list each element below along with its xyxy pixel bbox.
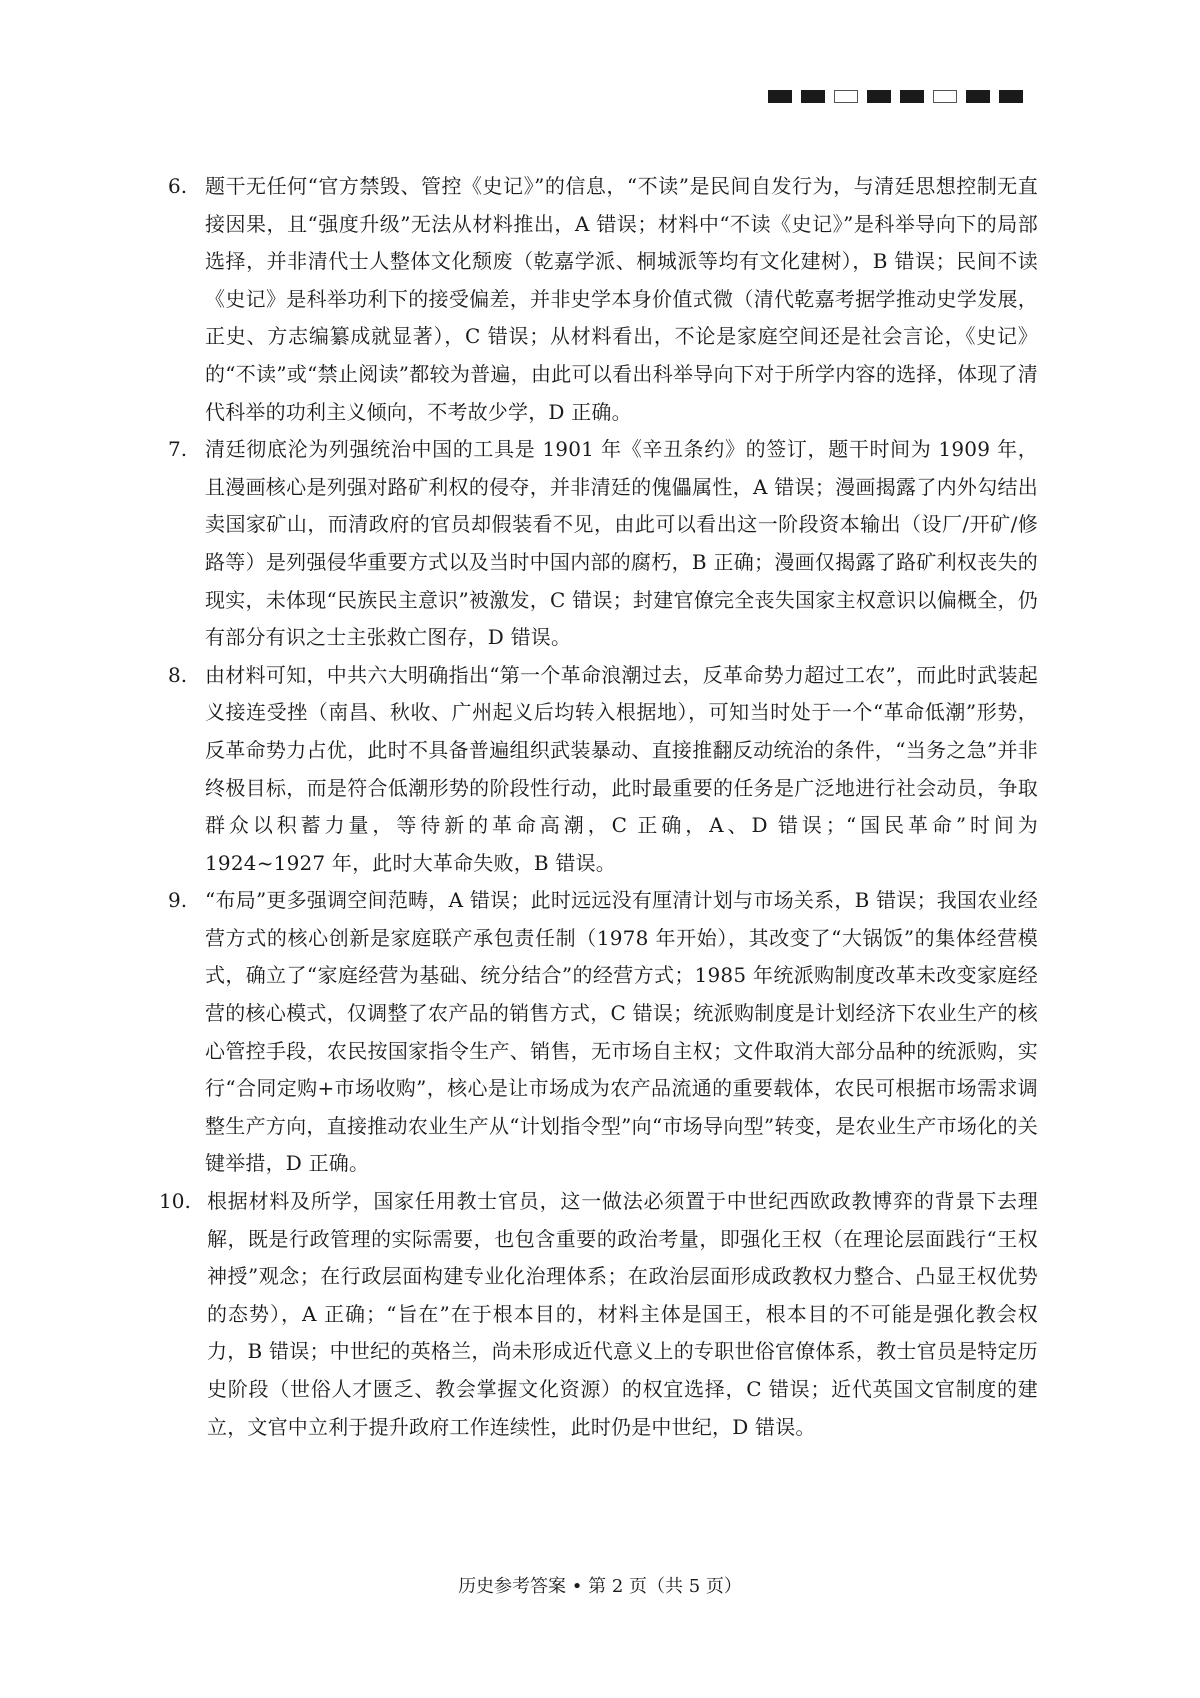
header-mark [801,90,825,103]
answer-number: 7. [168,437,188,462]
answer-item-7 [168,431,1038,657]
answer-text: “布局”更多强调空间范畴，A 错误；此时远远没有厘清计划与市场关系，B 错误；我国农业经营方式的核心创新是家庭联产承包责任制（1978 年开始），其改变了“大锅饭”的集体经营模式，确立了“家庭经营为基础、统分结合”的经营方式；1985 年统派购制度改革未改变家庭经营的核心模式，仅调整了农产品的销售方式，C 错误；统派购制度是计划经济下农业生产的核心管控手段，农民按国家指令生产、销售，无市场自主权；文件取消大部分品种的统派购，实行“合同定购+市场收购”，核心是让市场成为农产品流通的重要载体，农民可根据市场需求调整生产方向，直接推动农业生产从“计划指令型”向“市场导向型”转变，是农业生产市场化的关键举措，D 正确。 [205,888,1038,1176]
answer-item-6 [168,168,1038,431]
answer-number: 9. [168,888,188,913]
answer-text: 清廷彻底沦为列强统治中国的工具是 1901 年《辛丑条约》的签订，题干时间为 1909 年，且漫画核心是列强对路矿利权的侵夺，并非清廷的傀儡属性，A 错误；漫画揭露了内外勾结出卖国家矿山，而清政府的官员却假装看不见，由此可以看出这一阶段资本输出（设厂/开矿/修路等）是列强侵华重要方式以及当时中国内部的腐朽，B 正确；漫画仅揭露了路矿利权丧失的现实，未体现“民族民主意识”被激发，C 错误；封建官僚完全丧失国家主权意识以偏概全，仍有部分有识之士主张救亡图存，D 错误。 [205,437,1038,650]
answer-item-9 [168,882,1038,1183]
answer-list [159,168,1039,1446]
answer-text: 题干无任何“官方禁毁、管控《史记》”的信息，“不读”是民间自发行为，与清廷思想控制无直接因果，且“强度升级”无法从材料推出，A 错误；材料中“不读《史记》”是科举导向下的局部选择，并非清代士人整体文化颓废（乾嘉学派、桐城派等均有文化建树），B 错误；民间不读《史记》是科举功利下的接受偏差，并非史学本身价值式微（清代乾嘉考据学推动史学发展，正史、方志编纂成就显著），C 错误；从材料看出，不论是家庭空间还是社会言论，《史记》的“不读”或“禁止阅读”都较为普遍，由此可以看出科举导向下对于所学内容的选择，体现了清代科举的功利主义倾向，不考故少学，D 正确。 [205,174,1038,424]
answer-item-8 [168,657,1038,883]
answer-text: 由材料可知，中共六大明确指出“第一个革命浪潮过去，反革命势力超过工农”，而此时武装起义接连受挫（南昌、秋收、广州起义后均转入根据地），可知当时处于一个“革命低潮”形势，反革命势力占优，此时不具备普遍组织武装暴动、直接推翻反动统治的条件，“当务之急”并非终极目标，而是符合低潮形势的阶段性行动，此时最重要的任务是广泛地进行社会动员，争取群众以积蓄力量，等待新的革命高潮，C 正确，A、D 错误；“国民革命”时间为 1924~1927 年，此时大革命失败，B 错误。 [205,662,1038,875]
answer-number: 6. [168,174,188,198]
header-mark [834,90,858,103]
page-footer: 历史参考答案 • 第 2 页（共 5 页） [458,1576,742,1597]
answer-item-10 [159,1183,1039,1446]
header-mark [867,90,891,103]
header-marks [768,90,1023,103]
header-mark [933,90,957,103]
header-mark [966,90,990,103]
header-mark [999,90,1023,103]
answer-number: 10. [159,1189,191,1214]
header-mark [900,90,924,103]
header-mark [768,90,792,103]
answer-text: 根据材料及所学，国家任用教士官员，这一做法必须置于中世纪西欧政教博弈的背景下去理解，既是行政管理的实际需要，也包含重要的政治考量，即强化王权（在理论层面践行“王权神授”观念；在行政层面构建专业化治理体系；在政治层面形成政教权力整合、凸显王权优势的态势），A 正确；“旨在”在于根本目的，材料主体是国王，根本目的不可能是强化教会权力，B 错误；中世纪的英格兰，尚未形成近代意义上的专职世俗官僚体系，教士官员是特定历史阶段（世俗人才匮乏、教会掌握文化资源）的权宜选择，C 错误；近代英国文官制度的建立，文官中立利于提升政府工作连续性，此时仍是中世纪，D 错误。 [207,1189,1039,1439]
answer-number: 8. [168,662,188,687]
